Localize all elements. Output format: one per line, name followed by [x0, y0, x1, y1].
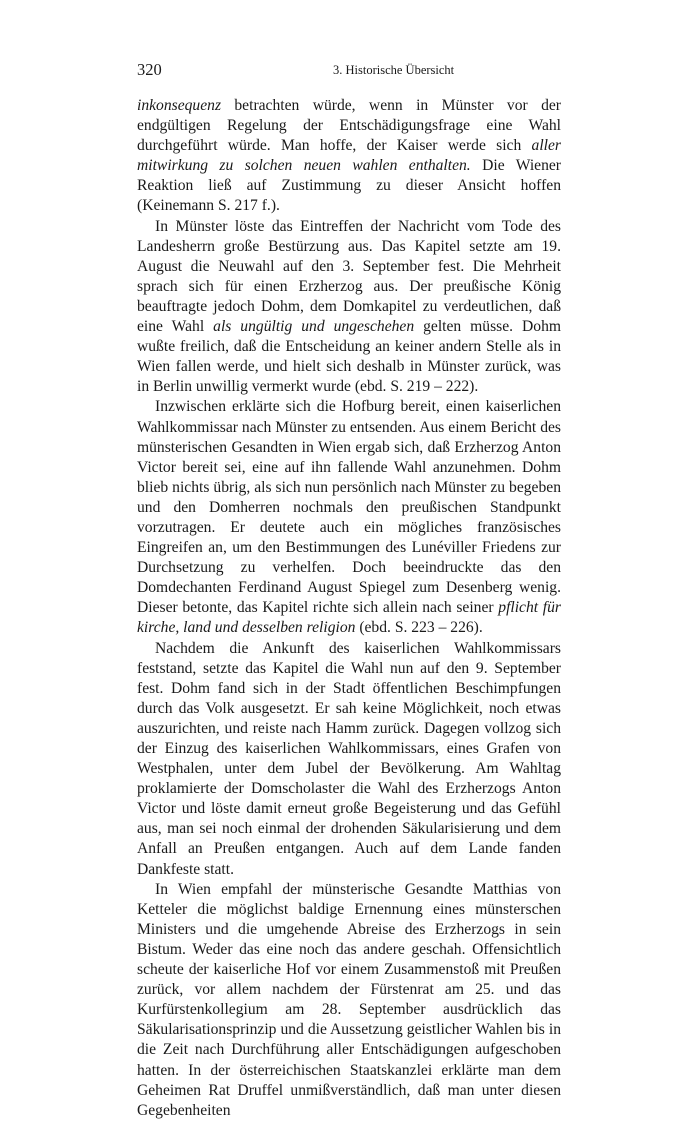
text-run: In Münster löste das Eintreffen der Nachricht vom Tode des Landesherrn große Bestürzung aus. Das Kapitel setzte am 19. August die Neuwahl auf den 3. September fest. Die Mehrheit sprach sich für einen Erzherzog aus. Der preußische König beauftragte jedoch Dohm, dem Domkapitel zu verdeutlichen, daß eine Wahl: [137, 217, 561, 336]
italic-quote: inkonsequenz: [137, 97, 222, 114]
text-run: Nachdem die Ankunft des kaiserlichen Wahlkommissars feststand, setzte das Kapitel die Wahl nun auf den 9. September fest. Dohm fand sich in der Stadt öffentlichen Beschimpfungen durch das Volk ausgesetzt. Er sah keine Möglichkeit, noch etwas auszurichten, und reiste nach Hamm zurück. Dagegen vollzog sich der Einzug des kaiserlichen Wahlkommissars, eines Grafen von Westphalen, unter dem Jubel der Bevölkerung. Am Wahltag proklamierte der Domscholaster die Wahl des Erzherzogs Anton Victor und löste damit erneut große Begeisterung und das Gefühl aus, man sei noch einmal der drohenden Säkularisierung und dem Anfall an Preußen entgangen. Auch auf dem Lande fanden Dankfeste statt.: [137, 639, 561, 878]
running-head: 3. Historische Übersicht: [333, 63, 455, 77]
italic-quote: pflicht für kirche, land und desselben religion: [137, 599, 561, 637]
text-run: In Wien empfahl der münsterische Gesandte Matthias von Ketteler die möglichst baldige Ernennung eines münsterschen Ministers und die umgehende Abreise des Erzherzogs in sein Bistum. Weder das eine noch das andere geschah. Offensichtlich scheute der kaiserliche Hof vor einem Zusammenstoß mit Preußen zurück, vor allem nachdem der Fürstenrat am 25. und das Kurfürstenkollegium am 28. September ausdrücklich das Säkularisationsprinzip und die Aussetzung geistlicher Wahlen bis in die Zeit nach Durchführung aller Entschädigungen aufgeschoben hatten. In der österreichischen Staatskanzlei erklärte man dem Geheimen Rat Druffel unmißverständlich, daß man unter diesen Gegebenheiten: [137, 880, 561, 1119]
page-number: 320: [137, 60, 162, 79]
text-run: Inzwischen erklärte sich die Hofburg bereit, einen kaiserlichen Wahlkommissar nach Münster zu entsenden. Aus einem Bericht des münsterischen Gesandten in Wien ergab sich, daß Erzherzog Anton Victor bereit sei, eine auf ihn fallende Wahl anzunehmen. Dohm blieb nichts übrig, als sich nun persönlich nach Münster zu begeben und den Domherren nochmals den preußischen Standpunkt vorzutragen. Er deutete auch ein mögliches französisches Eingreifen an, um den Bestimmungen des Lunéviller Friedens zur Durchsetzung zu verhelfen. Doch beeindruckte das den Domdechanten Ferdinand August Spiegel zum Desenberg wenig. Dieser betonte, das Kapitel richte sich allein nach seiner: [137, 398, 561, 617]
italic-quote: als ungültig und ungeschehen: [213, 318, 415, 336]
paragraph: [137, 217, 561, 398]
body-text: [137, 96, 561, 1121]
page-header: [137, 60, 561, 80]
text-run: (ebd. S. 223 – 226).: [355, 619, 483, 637]
paragraph: [137, 880, 561, 1121]
paragraph: [137, 96, 561, 217]
paragraph: [137, 639, 561, 880]
italic-quote: aller mitwirkung zu solchen neuen wahlen enthalten.: [137, 137, 561, 175]
text-run: gelten müsse. Dohm wußte freilich, daß die Entscheidung an keiner andern Stelle als in Wien fallen werde, und hielt sich deshalb in Münster zurück, was in Berlin unwillig vermerkt wurde (ebd. S. 219 – 222).: [137, 318, 561, 396]
paragraph: [137, 397, 561, 638]
text-run: betrachten würde, wenn in Münster vor der endgültigen Regelung der Entschädigungsfrage eine Wahl durchgeführt würde. Man hoffe, der Kaiser werde sich: [137, 97, 561, 155]
text-run: Die Wiener Reaktion ließ auf Zustimmung zu dieser Ansicht hoffen (Keinemann S. 217 f.).: [137, 157, 561, 215]
